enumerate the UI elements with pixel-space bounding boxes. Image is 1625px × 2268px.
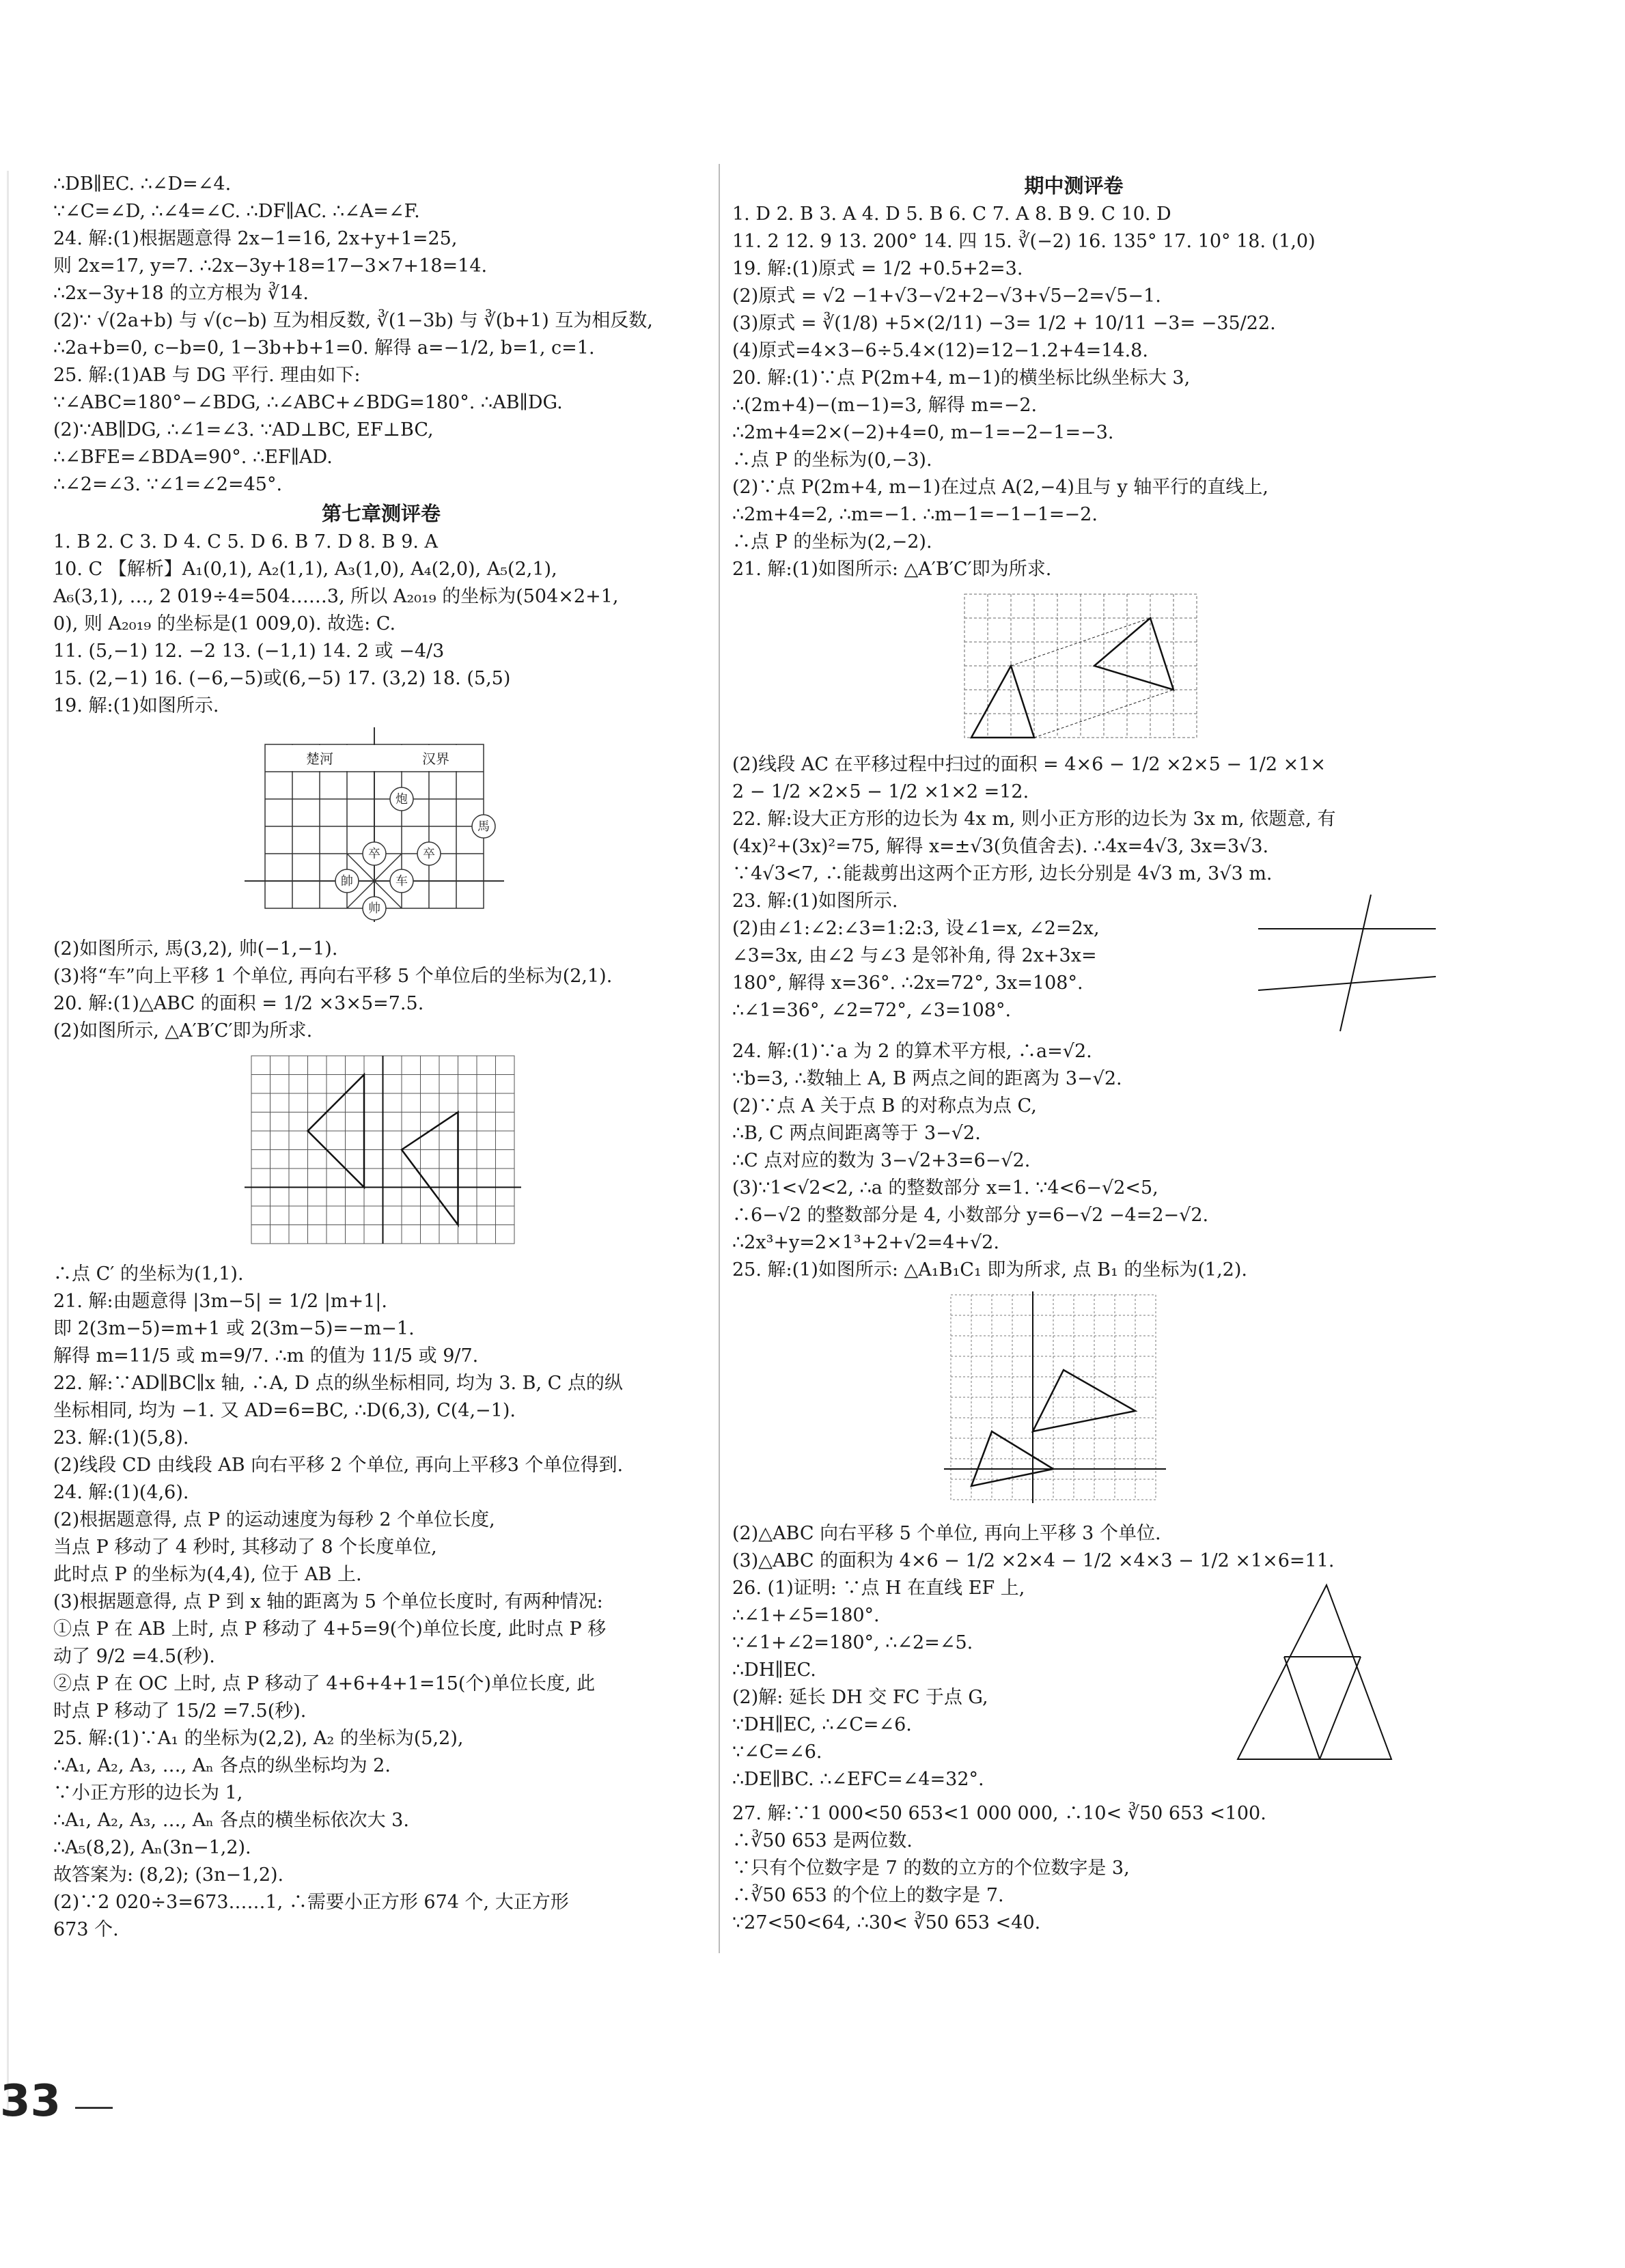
answer-line: 时点 P 移动了 15/2 =7.5(秒).: [53, 1700, 307, 1722]
answer-line: ∵只有个位数字是 7 的数的立方的个位数字是 3,: [732, 1858, 1130, 1879]
segment-ef: [1320, 1657, 1361, 1759]
answer-line: ∴DB∥EC. ∴∠D=∠4.: [53, 173, 232, 195]
answer-line: A₆(3,1), …, 2 019÷4=504……3, 所以 A₂₀₁₉ 的坐标为(504×2+1,: [53, 586, 619, 607]
answer-line: ∵∠C=∠6.: [732, 1741, 822, 1763]
answer-line: ∵小正方形的边长为 1,: [53, 1782, 243, 1804]
triangle-grid-figure-20: [53, 1049, 709, 1254]
answer-line: ∵4√3<7, ∴能裁剪出这两个正方形, 边长分别是 4√3 m, 3√3 m.: [732, 863, 1273, 884]
chapter7-title: 第七章测评卷: [321, 502, 441, 525]
answer-line: 11. (5,−1) 12. −2 13. (−1,1) 14. 2 或 −4/3: [53, 641, 445, 662]
page-edge-mark: [7, 171, 9, 2117]
answer-line: 20. 解:(1)∵点 P(2m+4, m−1)的横坐标比纵坐标大 3,: [732, 367, 1191, 389]
right-block-a: [732, 201, 1415, 583]
left-block-a: [53, 171, 709, 499]
answer-line: (2)△ABC 向右平移 5 个单位, 再向上平移 3 个单位.: [732, 1523, 1161, 1544]
triangle-abc: [971, 666, 1034, 738]
coordinate-grid-figure-25: [732, 1288, 1415, 1513]
answer-line: ∴2m+4=2, ∴m=−1. ∴m−1=−1−1=−2.: [732, 504, 1098, 525]
answer-line: (2)∵ √(2a+b) 与 √(c−b) 互为相反数, ∛(1−3b) 与 ∛(b+1) 互为相反数,: [53, 310, 653, 331]
left-column: [53, 171, 709, 1944]
piece-shuai-label: 帥: [341, 874, 353, 888]
answer-line: ∴2x³+y=2×1³+2+√2=4+√2.: [732, 1232, 999, 1253]
triangle-figure-26: [1224, 1575, 1402, 1780]
left-block-c: [53, 936, 709, 1045]
answer-line: 25. 解:(1)AB 与 DG 平行. 理由如下:: [53, 365, 361, 386]
answer-line: (2)∵2 020÷3=673……1, ∴需要小正方形 674 个, 大正方形: [53, 1892, 569, 1913]
answer-line: ∴DH∥EC.: [732, 1660, 816, 1681]
answer-line: ∵DH∥EC, ∴∠C=∠6.: [732, 1714, 912, 1735]
q26-block: [732, 1575, 1415, 1800]
answer-line: ∴(2m+4)−(m−1)=3, 解得 m=−2.: [732, 395, 1038, 416]
answer-line: 25. 解:(1)∵A₁ 的坐标为(2,2), A₂ 的坐标为(5,2),: [53, 1728, 464, 1749]
right-block-c: [732, 1038, 1415, 1284]
river-band: [266, 745, 483, 771]
answer-line: (3)∵1<√2<2, ∴a 的整数部分 x=1. ∵4<6−√2<5,: [732, 1177, 1158, 1199]
translation-grid-svg-21: [732, 587, 1415, 744]
chess-grid-figure: [53, 724, 709, 929]
answer-line: ∴A₁, A₂, A₃, …, Aₙ 各点的横坐标依次大 3.: [53, 1810, 409, 1831]
answer-line: ∴∛50 653 是两位数.: [732, 1830, 913, 1851]
answer-line: 故答案为: (8,2); (3n−1,2).: [53, 1864, 284, 1886]
answer-line: (2)如图所示, 馬(3,2), 帅(−1,−1).: [53, 938, 338, 960]
chess-grid-svg: [53, 724, 709, 929]
right-column: [732, 171, 1415, 1937]
answer-line: (2)∵点 P(2m+4, m−1)在过点 A(2,−4)且与 y 轴平行的直线上,: [732, 477, 1268, 498]
answer-line: ∴DE∥BC. ∴∠EFC=∠4=32°.: [732, 1769, 984, 1790]
midterm-title: 期中测评卷: [1024, 174, 1124, 197]
answer-line: (2)如图所示, △A′B′C′即为所求.: [53, 1020, 313, 1041]
answer-line: (2)∵AB∥DG, ∴∠1=∠3. ∵AD⊥BC, EF⊥BC,: [53, 419, 434, 440]
answer-line: (2)由∠1:∠2:∠3=1:2:3, 设∠1=x, ∠2=2x,: [732, 918, 1100, 939]
answer-line: ∴6−√2 的整数部分是 4, 小数部分 y=6−√2 −4=2−√2.: [732, 1205, 1209, 1226]
page-number: 33: [0, 2076, 61, 2127]
coordinate-grid-svg-25: [732, 1288, 1415, 1513]
answer-line: ∴2x−3y+18 的立方根为 ∛14.: [53, 283, 309, 304]
answer-line: 1. D 2. B 3. A 4. D 5. B 6. C 7. A 8. B 9. C 10. D: [732, 204, 1171, 225]
answer-line: ∵27<50<64, ∴30< ∛50 653 <40.: [732, 1912, 1041, 1933]
answer-line: 11. 2 12. 9 13. 200° 14. 四 15. ∛(−2) 16. 135° 17. 10° 18. (1,0): [732, 231, 1316, 252]
page-number-dash: [75, 2107, 113, 2109]
triangle-a1b1c1: [1033, 1370, 1135, 1431]
answer-line: 此时点 P 的坐标为(4,4), 位于 AB 上.: [53, 1564, 362, 1585]
chess-label-chuhe: 楚河: [306, 751, 333, 767]
answer-line: (3)原式 = ∛(1/8) +5×(2/11) −3= 1/2 + 10/11 −3= −35/22.: [732, 313, 1276, 334]
answer-line: 2 − 1/2 ×2×5 − 1/2 ×1×2 =12.: [732, 781, 1029, 802]
answer-line: ∴C 点对应的数为 3−√2+3=6−√2.: [732, 1150, 1031, 1171]
answer-line: (2)解: 延长 DH 交 FC 于点 G,: [732, 1687, 988, 1708]
answer-line: ②点 P 在 OC 上时, 点 P 移动了 4+6+4+1=15(个)单位长度, 此: [53, 1673, 596, 1694]
answer-line: 673 个.: [53, 1919, 119, 1940]
answer-line: ∴2a+b=0, c−b=0, 1−3b+b+1=0. 解得 a=−1/2, b=1, c=1.: [53, 337, 595, 359]
answer-line: 10. C 【解析】A₁(0,1), A₂(1,1), A₃(1,0), A₄(2,0), A₅(2,1),: [53, 559, 557, 580]
answer-line: ∴∛50 653 的个位上的数字是 7.: [732, 1885, 1004, 1906]
left-block-d: [53, 1261, 709, 1944]
answer-line: ∴A₁, A₂, A₃, …, Aₙ 各点的纵坐标均为 2.: [53, 1755, 391, 1776]
answer-line: 当点 P 移动了 4 秒时, 其移动了 8 个长度单位,: [53, 1537, 437, 1558]
piece-shuai-2-label: 帅: [368, 901, 380, 916]
answer-line: 24. 解:(1)(4,6).: [53, 1482, 189, 1503]
answer-line: 动了 9/2 =4.5(秒).: [53, 1646, 215, 1667]
column-divider: [719, 164, 720, 1953]
answer-line: 19. 解:(1)原式 = 1/2 +0.5+2=3.: [732, 258, 1023, 279]
answer-line: 23. 解:(1)(5,8).: [53, 1427, 189, 1448]
answer-line: ∴点 P 的坐标为(0,−3).: [732, 449, 932, 471]
answer-line: 坐标相同, 均为 −1. 又 AD=6=BC, ∴D(6,3), C(4,−1).: [53, 1400, 516, 1421]
answer-line: 25. 解:(1)如图所示: △A₁B₁C₁ 即为所求, 点 B₁ 的坐标为(1,2).: [732, 1259, 1247, 1280]
right-block-d: [732, 1520, 1415, 1575]
answer-line: (2)线段 CD 由线段 AB 向右平移 2 个单位, 再向上平移3 个单位得到.: [53, 1455, 624, 1476]
answer-line: (4)原式=4×3−6÷5.4×(12)=12−1.2+4=14.8.: [732, 340, 1148, 361]
piece-zu-1-label: 卒: [368, 847, 380, 861]
answer-line: ∴∠BFE=∠BDA=90°. ∴EF∥AD.: [53, 447, 333, 468]
answer-line: 23. 解:(1)如图所示.: [732, 891, 898, 912]
answer-line: ∴∠1+∠5=180°.: [732, 1605, 880, 1626]
answer-line: (2)线段 AC 在平移过程中扫过的面积 = 4×6 − 1/2 ×2×5 − 1/2 ×1×: [732, 754, 1327, 775]
answer-line: ①点 P 在 AB 上时, 点 P 移动了 4+5=9(个)单位长度, 此时点 P 移: [53, 1619, 607, 1640]
answer-line: ∵∠C=∠D, ∴∠4=∠C. ∴DF∥AC. ∴∠A=∠F.: [53, 201, 420, 222]
piece-ma-label: 馬: [477, 820, 490, 834]
answer-line: (2)根据题意得, 点 P 的运动速度为每秒 2 个单位长度,: [53, 1509, 495, 1530]
answer-line: 21. 解:由题意得 |3m−5| = 1/2 |m+1|.: [53, 1291, 387, 1312]
answer-line: (2)原式 = √2 −1+√3−√2+2−√3+√5−2=√5−1.: [732, 285, 1161, 307]
answer-line: 则 2x=17, y=7. ∴2x−3y+18=17−3×7+18=14.: [53, 255, 488, 277]
answer-line: 26. (1)证明: ∵点 H 在直线 EF 上,: [732, 1578, 1025, 1599]
answer-line: (4x)²+(3x)²=75, 解得 x=±√3(负值舍去). ∴4x=4√3, 3x=3√3.: [732, 836, 1269, 857]
triangle-abc: [1238, 1585, 1391, 1759]
answer-line: (3)将“车”向上平移 1 个单位, 再向右平移 5 个单位后的坐标为(2,1).: [53, 966, 613, 987]
answer-line: ∵b=3, ∴数轴上 A, B 两点之间的距离为 3−√2.: [732, 1068, 1122, 1089]
line-c: [1340, 895, 1371, 1031]
answer-line: 19. 解:(1)如图所示.: [53, 695, 219, 716]
answer-line: 22. 解:∵AD∥BC∥x 轴, ∴A, D 点的纵坐标相同, 均为 3. B, C 点的纵: [53, 1373, 623, 1394]
segment-dg: [1284, 1657, 1320, 1759]
answer-line: (3)根据题意得, 点 P 到 x 轴的距离为 5 个单位长度时, 有两种情况:: [53, 1591, 603, 1612]
answer-line: ∴A₅(8,2), Aₙ(3n−1,2).: [53, 1837, 251, 1858]
answer-line: ∴点 P 的坐标为(2,−2).: [732, 531, 932, 552]
right-block-e: [732, 1800, 1415, 1937]
answer-line: (3)△ABC 的面积为 4×6 − 1/2 ×2×4 − 1/2 ×4×3 − 1/2 ×1×6=11.: [732, 1550, 1335, 1571]
piece-zu-2-label: 卒: [423, 847, 435, 861]
answer-line: (2)∵点 A 关于点 B 的对称点为点 C,: [732, 1095, 1037, 1117]
answer-line: ∴点 C′ 的坐标为(1,1).: [53, 1263, 244, 1285]
answer-line: 24. 解:(1)∵a 为 2 的算术平方根, ∴a=√2.: [732, 1041, 1092, 1062]
answer-line: ∴∠1=36°, ∠2=72°, ∠3=108°.: [732, 1000, 1012, 1021]
answer-line: ∴B, C 两点间距离等于 3−√2.: [732, 1123, 981, 1144]
translation-grid-figure-21: [732, 587, 1415, 744]
triangle-a1b1c1: [1094, 618, 1173, 690]
piece-pao-label: 炮: [395, 792, 408, 807]
answer-line: 即 2(3m−5)=m+1 或 2(3m−5)=−m−1.: [53, 1318, 415, 1339]
line-a: [1258, 977, 1436, 990]
chess-label-hanjie: 汉界: [422, 751, 449, 767]
answer-line: 27. 解:∵1 000<50 653<1 000 000, ∴10< ∛50 653 <100.: [732, 1803, 1266, 1824]
answer-line: 22. 解:设大正方形的边长为 4x m, 则小正方形的边长为 3x m, 依题意, 有: [732, 809, 1336, 830]
triangle-grid-svg-20: [53, 1049, 709, 1254]
left-block-b: [53, 529, 709, 720]
answer-line: 解得 m=11/5 或 m=9/7. ∴m 的值为 11/5 或 9/7.: [53, 1345, 479, 1367]
answer-line: 1. B 2. C 3. D 4. C 5. D 6. B 7. D 8. B 9. A: [53, 531, 439, 552]
answer-line: 180°, 解得 x=36°. ∴2x=72°, 3x=108°.: [732, 972, 1083, 994]
angle-figure-23: [1251, 888, 1443, 1038]
answer-line: 0), 则 A₂₀₁₉ 的坐标是(1 009,0). 故选: C.: [53, 613, 396, 634]
answer-line: ∵∠ABC=180°−∠BDG, ∴∠ABC+∠BDG=180°. ∴AB∥DG.: [53, 392, 563, 413]
piece-che-label: 车: [395, 874, 408, 888]
q23-block: [732, 888, 1415, 1038]
right-block-b: [732, 751, 1415, 888]
answer-line: 24. 解:(1)根据题意得 2x−1=16, 2x+y+1=25,: [53, 228, 458, 249]
answer-line: 20. 解:(1)△ABC 的面积 = 1/2 ×3×5=7.5.: [53, 993, 424, 1014]
answer-line: ∴2m+4=2×(−2)+4=0, m−1=−2−1=−3.: [732, 422, 1114, 443]
answer-line: ∴∠2=∠3. ∵∠1=∠2=45°.: [53, 474, 283, 495]
answer-line: ∵∠1+∠2=180°, ∴∠2=∠5.: [732, 1632, 973, 1653]
answer-line: ∠3=3x, 由∠2 与∠3 是邻补角, 得 2x+3x=: [732, 945, 1097, 966]
answer-line: 21. 解:(1)如图所示: △A′B′C′即为所求.: [732, 559, 1052, 580]
answer-line: 15. (2,−1) 16. (−6,−5)或(6,−5) 17. (3,2) 18. (5,5): [53, 668, 511, 689]
